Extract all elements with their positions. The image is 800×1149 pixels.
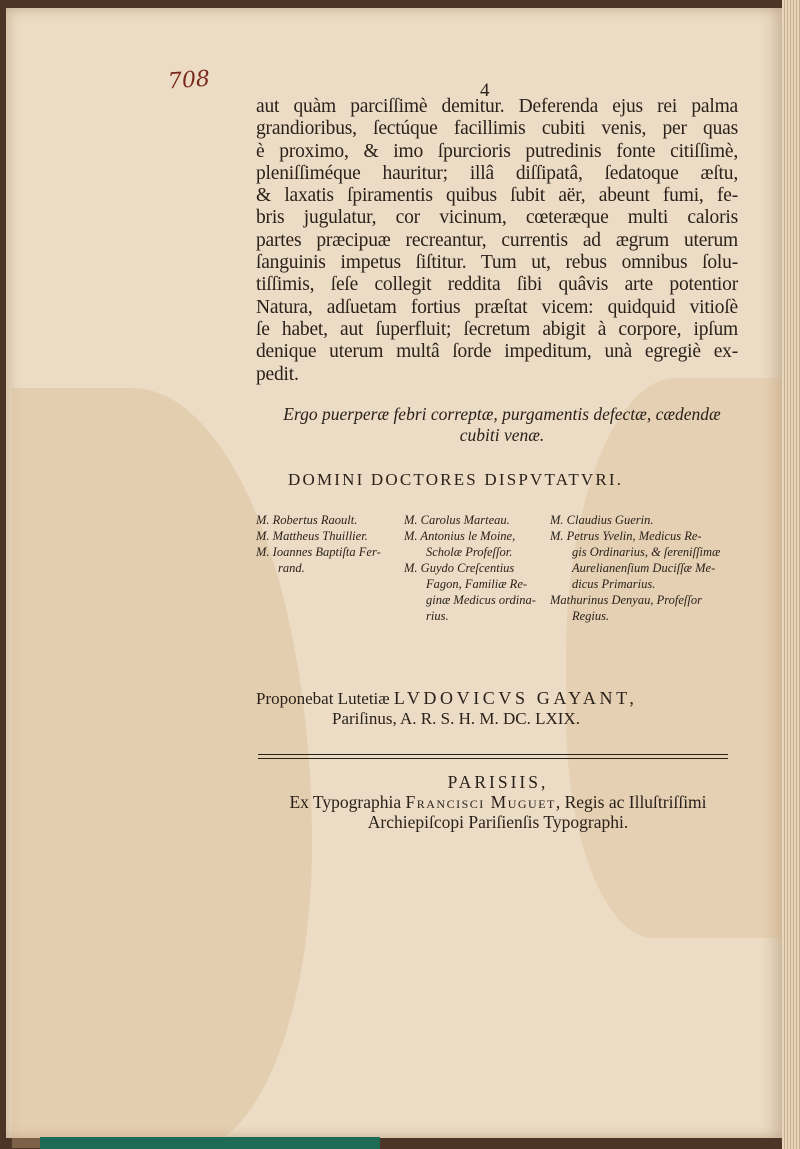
body-line: bris jugulatur, cor vicinum, cœteræque multi caloris [256, 207, 738, 229]
doctor-line: Aurelianenſium Duciſſæ Me- [572, 561, 716, 575]
body-line: tiſſimis, ſeſe collegit reddita ſibi quâvis arte potentior [256, 274, 738, 296]
proposer-block [256, 688, 738, 729]
doctor-entry [550, 512, 744, 528]
doctor-line: dicus Primarius. [572, 577, 656, 591]
thesis-conclusion [262, 404, 742, 446]
doctor-line: M. Robertus Raoult. [256, 513, 358, 527]
page-number: 4 [480, 80, 490, 101]
doctor-entry [404, 512, 550, 528]
imprint-block [256, 772, 740, 832]
water-stain [12, 388, 312, 1148]
imprint-printer: Francisci Muguet [405, 792, 556, 812]
imprint-text: Ex Typographia [289, 792, 402, 812]
imprint-line: Archiepiſcopi Pariſienſis Typographi. [367, 812, 629, 832]
doctor-line: M. Ioannes Baptiſta Fer- [256, 545, 381, 559]
doctors-column [404, 512, 550, 624]
doctor-entry [256, 528, 404, 544]
doctor-entry [404, 560, 550, 624]
body-paragraph [256, 96, 738, 386]
doctors-heading: DOMINI DOCTORES DISPVTATVRI. [288, 470, 624, 489]
doctor-line: M. Carolus Marteau. [404, 513, 510, 527]
body-line: ſe habet, aut ſuperfluit; ſecretum abigit à corpore, ipſum [256, 318, 738, 340]
imprint-line [256, 792, 740, 812]
body-line: pleniſſiméque hauritur; illâ diſſipatâ, ſedatoque æſtu, [256, 162, 738, 184]
body-line: partes præcipuæ recreantur, currentis ad ægrum uterum [256, 229, 738, 251]
doctor-line: M. Petrus Yvelin, Medicus Re- [550, 529, 702, 543]
body-line: denique uterum multâ ſorde impeditum, unà egregiè ex- [256, 341, 738, 363]
proposer-origin: Pariſinus, [332, 709, 397, 728]
thesis-line: Ergo puerperæ febri correptæ, purgamentis defectæ, cædendæ [283, 404, 721, 424]
proposer-name: LVDOVICVS GAYANT, [393, 688, 638, 708]
doctor-line: gis Ordinarius, & ſereniſſimæ [572, 545, 721, 559]
imprint-city: PARISIIS, [447, 772, 549, 792]
doctor-line: M. Guydo Creſcentius [404, 561, 515, 575]
proposer-prefix: Proponebat Lutetiæ [256, 689, 390, 708]
doctor-line: M. Claudius Guerin. [550, 513, 654, 527]
body-line: è proximo, & imo ſpurcioris putredinis fonte citiſſimè, [256, 140, 738, 162]
color-calibration-strip [40, 1137, 380, 1149]
divider-rule [258, 758, 728, 759]
doctors-column [550, 512, 744, 624]
doctor-line: Mathurinus Denyau, Profeſſor [550, 593, 702, 607]
doctors-column [256, 512, 404, 576]
body-line: grandioribus, ſectúque facillimis cubiti venis, per quas [256, 118, 738, 140]
doctor-line: rius. [426, 609, 449, 623]
doctor-line: Regius. [572, 609, 610, 623]
doctor-line: rand. [278, 561, 305, 575]
body-line: Natura, adſuetam fortius præſtat vicem: quidquid vitioſè [256, 296, 738, 318]
imprint-text: , Regis ac Illuſtriſſimi [555, 792, 707, 812]
handwritten-folio-number: 708 [167, 66, 211, 95]
doctor-line: M. Mattheus Thuillier. [256, 529, 368, 543]
doctor-line: Fagon, Familiæ Re- [426, 577, 528, 591]
doctor-entry [550, 528, 744, 592]
doctor-entry [404, 528, 550, 560]
water-stain [566, 378, 786, 938]
proposer-line [256, 709, 738, 729]
proposer-line [256, 688, 738, 709]
body-line: ſanguinis impetus ſiſtitur. Tum ut, rebus omnibus ſolu- [256, 252, 738, 274]
doctor-entry [256, 544, 404, 576]
doctor-line: Scholæ Profeſſor. [426, 545, 513, 559]
divider-rule [258, 754, 728, 755]
thesis-line: cubiti venæ. [459, 425, 545, 445]
body-line: pedit. [256, 363, 299, 385]
body-line: & laxatis ſpiramentis quibus ſubit aër, abeunt fumi, fe- [256, 185, 738, 207]
doctor-line: M. Antonius le Moine, [404, 529, 516, 543]
proposer-date: A. R. S. H. M. DC. LXIX. [400, 709, 580, 728]
page-edges [782, 0, 800, 1149]
doctor-line: ginæ Medicus ordina- [426, 593, 536, 607]
body-line: aut quàm parciſſimè demitur. Deferenda ejus rei palma [256, 96, 738, 117]
doctor-entry [550, 592, 744, 624]
doctor-entry [256, 512, 404, 528]
